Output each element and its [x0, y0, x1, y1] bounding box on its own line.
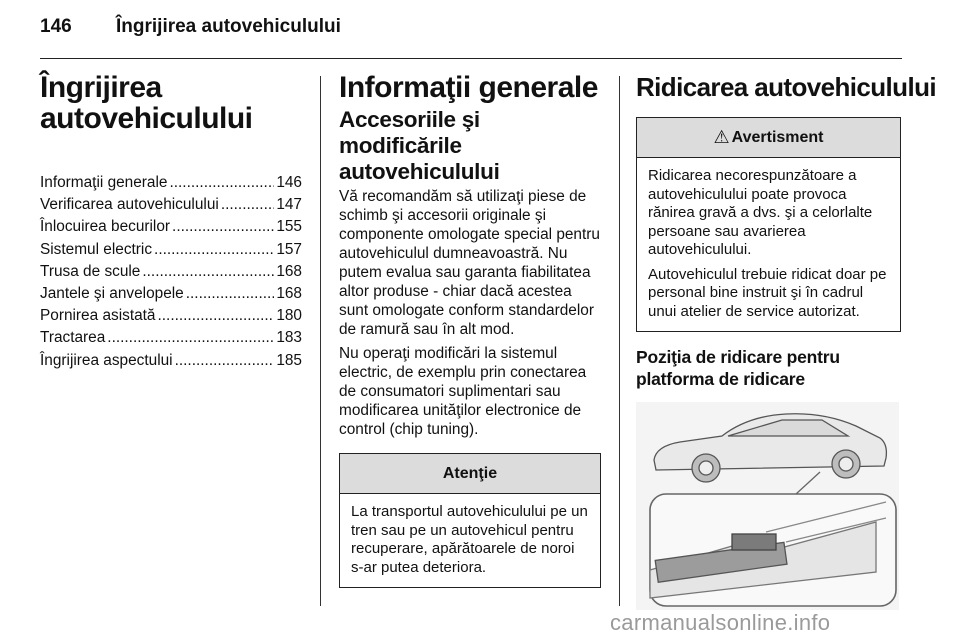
- warning-text: Autovehiculul trebuie ridicat doar pe personal bine instruit şi în cadrul unui atelier de service autorizat.: [648, 265, 887, 320]
- toc-item-page: 183: [276, 329, 302, 347]
- toc-item-label: Sistemul electric: [40, 240, 153, 258]
- toc-item-label: Jantele şi anvelopele: [40, 285, 184, 303]
- toc-item-page: 180: [276, 307, 302, 325]
- chapter-title-line1: Îngrijirea: [40, 71, 162, 104]
- toc-item-label: Trusa de scule: [40, 262, 141, 280]
- running-title: Îngrijirea autovehiculului: [116, 16, 341, 37]
- toc-item-page: 146: [276, 174, 302, 191]
- warning-triangle-icon: ⚠: [713, 127, 730, 147]
- toc-leader-dots: [158, 305, 275, 327]
- toc-item-label: Informaţii generale: [40, 174, 168, 191]
- toc-item-label: Tractarea: [40, 329, 106, 347]
- toc-leader-dots: [175, 350, 275, 372]
- chapter-title: [40, 72, 302, 134]
- warning-title: Avertisment: [731, 129, 824, 146]
- warning-text: Ridicarea necorespunzătoare a autovehiculului poate provoca rănirea gravă a dvs. şi a celorlalte persoane sau avarierea autovehiculului.: [648, 167, 873, 258]
- general-info-section: [339, 72, 601, 588]
- page-number: 146: [40, 16, 72, 37]
- toc-item-page: 168: [276, 285, 302, 303]
- section-title: Informaţii generale: [339, 71, 598, 104]
- toc-leader-dots: [172, 216, 274, 238]
- page-header: [40, 16, 900, 56]
- toc-item[interactable]: [40, 350, 302, 372]
- toc-item-label: Pornirea asistată: [40, 307, 156, 325]
- paragraph: Nu operaţi modificări la sistemul electric, de exemplu prin conectarea de consumatori suplimentari sau modificarea unităţilor electronice de control (chip tuning).: [339, 345, 587, 438]
- car-lift-drawing: [636, 402, 899, 610]
- toc-item-page: 157: [276, 240, 302, 258]
- toc-item[interactable]: [40, 194, 302, 216]
- column-divider: [619, 76, 620, 606]
- watermark: carmanualsonline.info: [610, 610, 831, 635]
- toc-item[interactable]: [40, 216, 302, 238]
- toc-item-label: Verificarea autovehiculului: [40, 196, 219, 214]
- column-divider: [320, 76, 321, 606]
- toc-item[interactable]: [40, 239, 302, 261]
- toc-item-label: Înlocuirea becurilor: [40, 218, 171, 236]
- lifting-section: [636, 72, 936, 610]
- caution-title: Atenţie: [340, 454, 600, 494]
- toc-item[interactable]: [40, 261, 302, 283]
- toc-leader-dots: [142, 261, 274, 283]
- toc-leader-dots: [169, 172, 274, 194]
- toc-item[interactable]: [40, 283, 302, 305]
- toc-leader-dots: [154, 239, 274, 261]
- chapter-contents: [40, 72, 302, 372]
- subsection-title: Accesoriile şi modificările autovehiculului: [339, 107, 500, 184]
- paragraph: Vă recomandăm să utilizaţi piese de schimb şi accesorii originale şi componente omologate special pentru autovehiculul dumneavoastră. Nu putem evalua sau garanta fiabilitatea altor produse - chiar dacă acestea sunt omologate conform standardelor de ramură sau în alt mod.: [339, 188, 600, 338]
- toc-leader-dots: [107, 327, 274, 349]
- caution-box: [339, 453, 601, 588]
- section-title: Ridicarea autovehiculului: [636, 72, 936, 102]
- toc-item-page: 147: [276, 196, 302, 214]
- caution-text: La transportul autovehiculului pe un tren sau pe un autovehicul pentru recuperare, apărătoarele de noroi s-ar putea deteriora.: [351, 503, 588, 576]
- lift-point-heading: Poziţia de ridicare pentru platforma de ridicare: [636, 347, 840, 389]
- toc-item-label: Îngrijirea aspectului: [40, 351, 173, 369]
- toc-item[interactable]: [40, 327, 302, 349]
- toc-item-page: 168: [276, 262, 302, 280]
- toc-leader-dots: [221, 194, 275, 216]
- toc-item[interactable]: [40, 172, 302, 194]
- warning-box: [636, 117, 901, 332]
- toc-item-page: 155: [276, 218, 302, 236]
- toc-list: [40, 172, 302, 372]
- header-rule: [40, 58, 902, 59]
- warning-header: [637, 118, 900, 158]
- toc-leader-dots: [186, 283, 275, 305]
- toc-item[interactable]: [40, 305, 302, 327]
- lift-point-illustration: [636, 402, 899, 610]
- chapter-title-line2: autovehiculului: [40, 102, 253, 135]
- toc-item-page: 185: [276, 351, 302, 369]
